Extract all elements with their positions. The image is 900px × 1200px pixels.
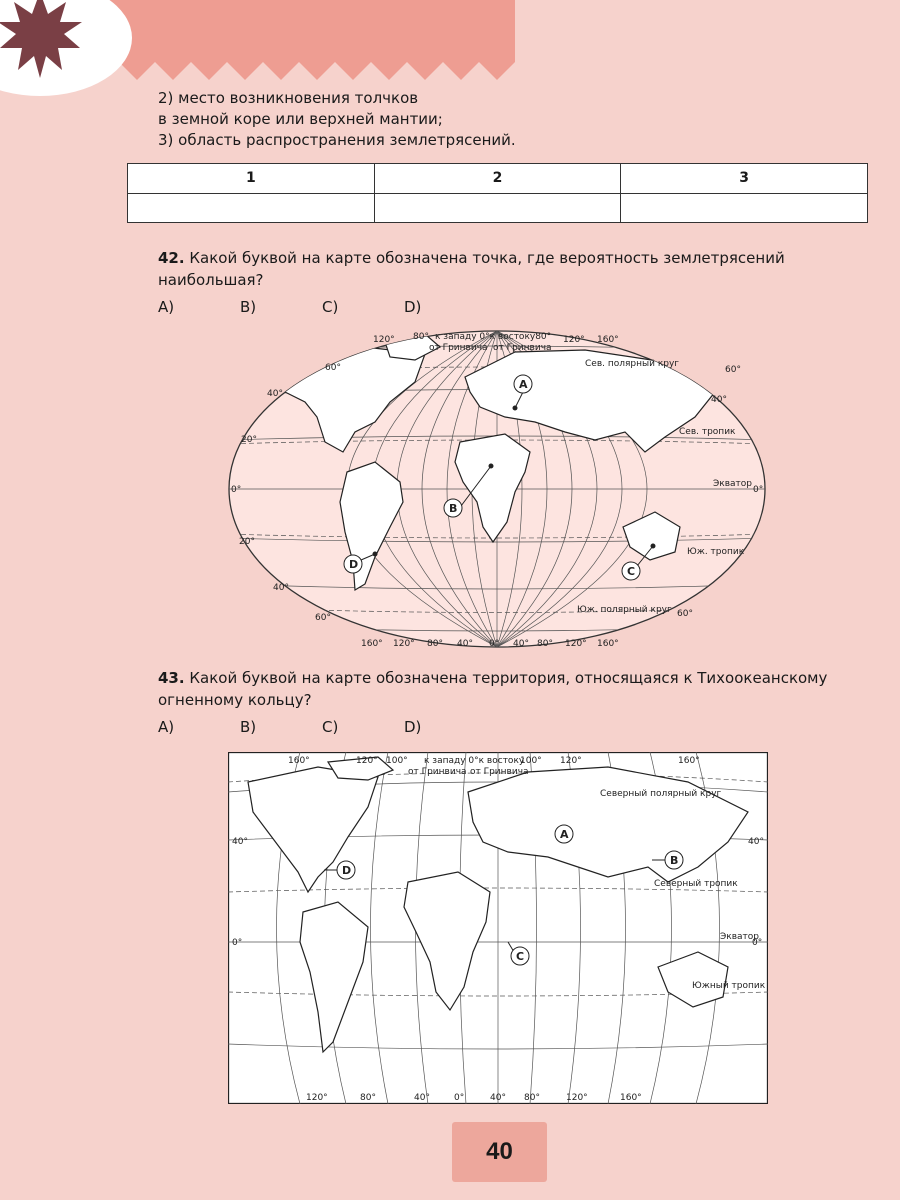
- table-header-row: [128, 164, 868, 194]
- lon-label: 120°: [356, 756, 378, 766]
- lat-label: 40°: [232, 837, 248, 847]
- lon-label: 160°: [678, 756, 700, 766]
- lon-label: 80°: [413, 332, 429, 342]
- arctic-circle-label: Северный полярный круг: [600, 789, 722, 799]
- option-c[interactable]: C): [322, 298, 339, 316]
- intro-line: 3) область распространения землетрясений.: [158, 131, 516, 149]
- intro-text: [158, 88, 516, 151]
- lon-label: 160°: [597, 639, 619, 649]
- option-d[interactable]: D): [404, 298, 422, 316]
- table-header-cell: 3: [621, 164, 868, 194]
- marker-d: D: [349, 558, 359, 571]
- intro-line: в земной коре или верхней мантии;: [158, 110, 443, 128]
- answer-cell[interactable]: [128, 193, 375, 223]
- lon-label: 40°: [414, 1093, 430, 1103]
- option-b[interactable]: B): [240, 298, 257, 316]
- tropic-north-label: Северный тропик: [654, 879, 738, 889]
- lon-label: 120°: [566, 1093, 588, 1103]
- lon-label: 100°: [386, 756, 408, 766]
- table-header-cell: 2: [374, 164, 621, 194]
- lat-label: 0°: [752, 938, 763, 948]
- answer-cell[interactable]: [621, 193, 868, 223]
- page-number: 40: [452, 1122, 547, 1182]
- lon-label: 120°: [560, 756, 582, 766]
- lon-label: 40°: [490, 1093, 506, 1103]
- question-text: Какой буквой на карте обозначена территория, относящаяся к Тихоокеанскому огненному кольцу?: [158, 669, 828, 709]
- lon-label: 0°: [454, 1093, 465, 1103]
- lon-label: 40°: [457, 639, 473, 649]
- lon-label: 0°: [489, 639, 500, 649]
- option-c[interactable]: C): [322, 718, 339, 736]
- option-a[interactable]: A): [158, 718, 175, 736]
- question-number: 42.: [158, 249, 185, 267]
- lat-label: 60°: [325, 363, 341, 373]
- question-text: Какой буквой на карте обозначена точка, где вероятность землетрясений наибольшая?: [158, 249, 785, 289]
- arctic-circle-label: Сев. полярный круг: [585, 359, 680, 369]
- lat-label: 0°: [753, 485, 764, 495]
- marker-a: A: [519, 378, 528, 391]
- option-a[interactable]: A): [158, 298, 175, 316]
- question-42: [158, 247, 870, 291]
- intro-line: 2) место возникновения толчков: [158, 89, 419, 107]
- lat-label: 0°: [232, 938, 243, 948]
- equator-label: Экватор: [720, 932, 760, 942]
- map-caption: от Гринвича: [493, 343, 552, 353]
- lon-label: 120°: [373, 335, 395, 345]
- lat-label: 20°: [239, 537, 255, 547]
- lat-label: 20°: [241, 435, 257, 445]
- lat-label: 40°: [748, 837, 764, 847]
- lon-label: 160°: [361, 639, 383, 649]
- marker-b: B: [449, 502, 458, 515]
- lon-label: 160°: [620, 1093, 642, 1103]
- lon-label: 80°: [524, 1093, 540, 1103]
- question-43: [158, 667, 870, 711]
- lat-label: 0°: [231, 485, 242, 495]
- marker-c: C: [516, 950, 525, 963]
- map-caption: от Гринвича: [408, 767, 467, 777]
- world-map-2: [228, 752, 768, 1104]
- antarctic-circle-label: Юж. полярный круг: [577, 605, 672, 615]
- lon-label: 80°: [360, 1093, 376, 1103]
- world-map-1: [225, 322, 770, 652]
- star-icon: [0, 0, 140, 100]
- lat-label: 40°: [267, 389, 283, 399]
- lon-label: 100°: [520, 756, 542, 766]
- answer-table: [127, 163, 868, 223]
- option-b[interactable]: B): [240, 718, 257, 736]
- lat-label: 40°: [711, 395, 727, 405]
- equator-label: Экватор: [713, 479, 753, 489]
- tropic-south-label: Южный тропик: [692, 981, 766, 991]
- map-caption: от Гринвича: [429, 343, 488, 353]
- lon-label: 120°: [565, 639, 587, 649]
- marker-d: D: [342, 864, 352, 877]
- lat-label: 60°: [677, 609, 693, 619]
- lon-label: 160°: [597, 335, 619, 345]
- marker-b: B: [670, 854, 679, 867]
- lon-label: 80°: [427, 639, 443, 649]
- lat-label: 40°: [273, 583, 289, 593]
- lat-label: 60°: [725, 365, 741, 375]
- lon-label: 120°: [393, 639, 415, 649]
- marker-a: A: [560, 828, 569, 841]
- option-d[interactable]: D): [404, 718, 422, 736]
- lon-label: 40°: [513, 639, 529, 649]
- map-caption: к западу 0°к востоку80°: [435, 332, 552, 342]
- question-number: 43.: [158, 669, 185, 687]
- tropic-north-label: Сев. тропик: [679, 427, 736, 437]
- lon-label: 120°: [563, 335, 585, 345]
- marker-c: C: [627, 565, 636, 578]
- map-caption: от Гринвича: [470, 767, 529, 777]
- answer-cell[interactable]: [374, 193, 621, 223]
- map-caption: к западу 0°к востоку: [424, 756, 525, 766]
- tropic-south-label: Юж. тропик: [687, 547, 745, 557]
- lon-label: 80°: [537, 639, 553, 649]
- table-answer-row: [128, 193, 868, 223]
- lon-label: 160°: [288, 756, 310, 766]
- table-header-cell: 1: [128, 164, 375, 194]
- lon-label: 120°: [306, 1093, 328, 1103]
- lat-label: 60°: [315, 613, 331, 623]
